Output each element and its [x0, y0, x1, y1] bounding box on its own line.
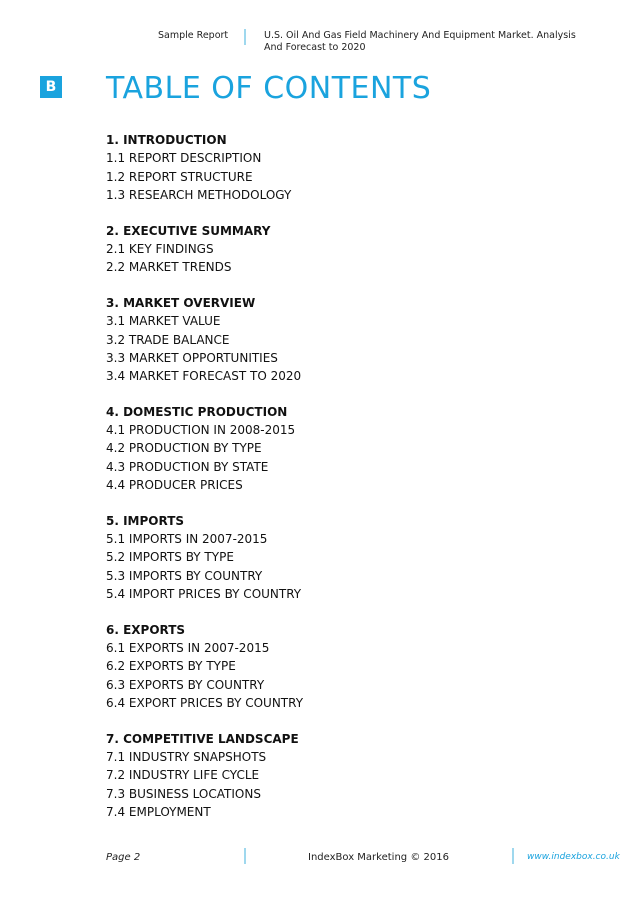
- toc-section: [106, 512, 586, 604]
- toc-item[interactable]: 3.1 MARKET VALUE: [106, 314, 221, 329]
- indexbox-logo-icon: B: [40, 76, 62, 98]
- footer-copyright: IndexBox Marketing © 2016: [308, 852, 449, 863]
- footer-page-number: Page 2: [106, 852, 141, 863]
- toc-section-heading[interactable]: 4. DOMESTIC PRODUCTION: [106, 404, 288, 419]
- toc-item[interactable]: 7.4 EMPLOYMENT: [106, 805, 211, 820]
- toc-item[interactable]: 5.2 IMPORTS BY TYPE: [106, 550, 234, 565]
- toc-section: [106, 621, 586, 713]
- footer-website-link[interactable]: www.indexbox.co.uk: [527, 852, 620, 862]
- toc-item[interactable]: 3.4 MARKET FORECAST TO 2020: [106, 369, 302, 384]
- toc-item[interactable]: 4.3 PRODUCTION BY STATE: [106, 459, 269, 474]
- toc-item[interactable]: 3.3 MARKET OPPORTUNITIES: [106, 350, 278, 365]
- page-title: TABLE OF CONTENTS: [106, 71, 432, 106]
- toc-item[interactable]: 2.2 MARKET TRENDS: [106, 260, 232, 275]
- toc-item[interactable]: 2.1 KEY FINDINGS: [106, 241, 214, 256]
- toc-section-heading[interactable]: 7. COMPETITIVE LANDSCAPE: [106, 731, 299, 746]
- toc-section: [106, 222, 586, 277]
- toc-item[interactable]: 1.1 REPORT DESCRIPTION: [106, 151, 262, 166]
- toc-item[interactable]: 6.1 EXPORTS IN 2007-2015: [106, 640, 270, 655]
- toc-section: [106, 730, 586, 822]
- toc-item[interactable]: 3.2 TRADE BALANCE: [106, 332, 230, 347]
- toc-section: [106, 403, 586, 495]
- toc-section: [106, 294, 586, 386]
- table-of-contents: [106, 131, 586, 839]
- toc-item[interactable]: 5.1 IMPORTS IN 2007-2015: [106, 532, 268, 547]
- toc-item[interactable]: 7.3 BUSINESS LOCATIONS: [106, 786, 261, 801]
- toc-section-heading[interactable]: 5. IMPORTS: [106, 513, 185, 528]
- toc-item[interactable]: 4.2 PRODUCTION BY TYPE: [106, 441, 262, 456]
- header-report-type: Sample Report: [158, 30, 229, 41]
- toc-item[interactable]: 5.3 IMPORTS BY COUNTRY: [106, 568, 263, 583]
- footer-divider: [512, 848, 514, 864]
- toc-item[interactable]: 1.2 REPORT STRUCTURE: [106, 169, 253, 184]
- toc-item[interactable]: 1.3 RESEARCH METHODOLOGY: [106, 188, 292, 203]
- header-divider: [244, 29, 246, 45]
- toc-section: [106, 131, 586, 205]
- footer-divider: [244, 848, 246, 864]
- toc-item[interactable]: 7.1 INDUSTRY SNAPSHOTS: [106, 749, 267, 764]
- toc-item[interactable]: 6.2 EXPORTS BY TYPE: [106, 659, 236, 674]
- toc-section-heading[interactable]: 3. MARKET OVERVIEW: [106, 295, 256, 310]
- toc-item[interactable]: 5.4 IMPORT PRICES BY COUNTRY: [106, 587, 302, 602]
- toc-item[interactable]: 6.4 EXPORT PRICES BY COUNTRY: [106, 696, 304, 711]
- toc-item[interactable]: 7.2 INDUSTRY LIFE CYCLE: [106, 768, 260, 783]
- toc-section-heading[interactable]: 1. INTRODUCTION: [106, 133, 227, 147]
- header-report-title: U.S. Oil And Gas Field Machinery And Equipment Market. Analysis And Forecast to 2020: [264, 30, 576, 53]
- toc-item[interactable]: 6.3 EXPORTS BY COUNTRY: [106, 677, 265, 692]
- toc-item[interactable]: 4.1 PRODUCTION IN 2008-2015: [106, 423, 296, 438]
- toc-section-heading[interactable]: 2. EXECUTIVE SUMMARY: [106, 223, 271, 238]
- toc-item[interactable]: 4.4 PRODUCER PRICES: [106, 478, 243, 493]
- toc-section-heading[interactable]: 6. EXPORTS: [106, 622, 186, 637]
